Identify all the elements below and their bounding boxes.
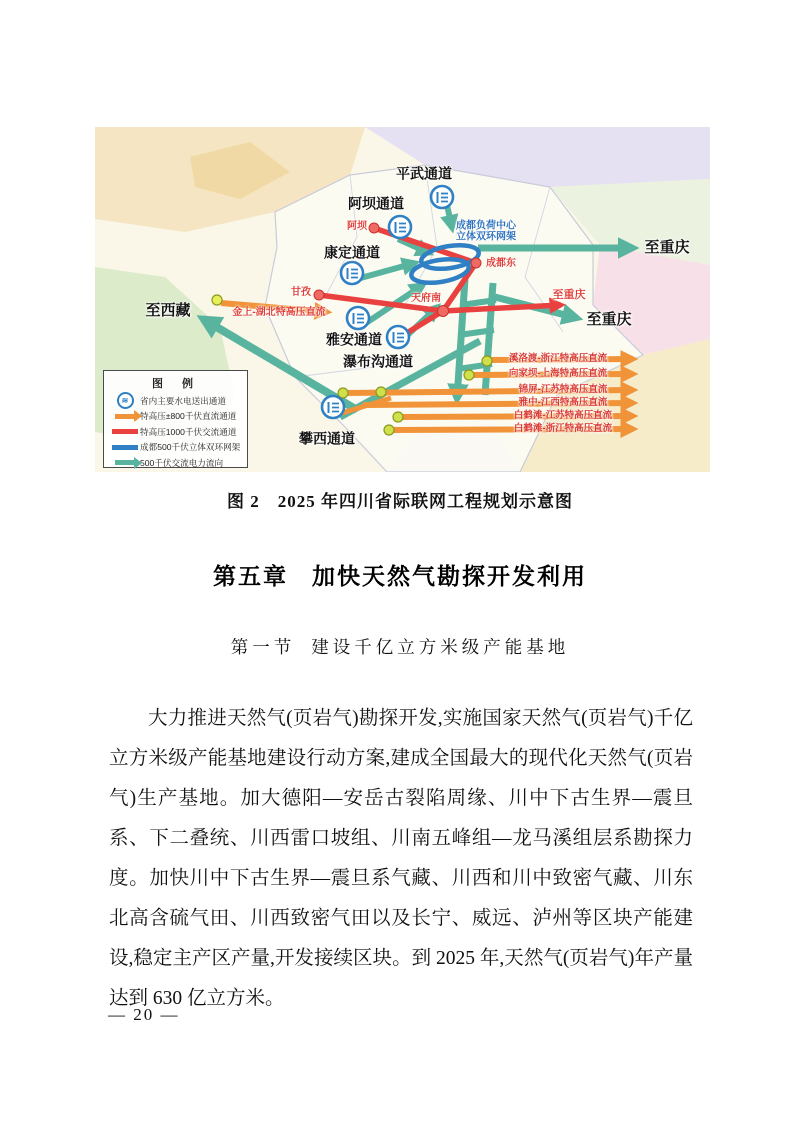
- map-label-to-chongqing-right: 至重庆: [586, 311, 632, 329]
- map-label-hvdc-xiluodu: 溪洛渡-浙江特高压直流: [508, 353, 608, 365]
- chapter-title: 加快天然气勘探开发利用: [312, 563, 587, 589]
- figure-caption: 图 2 2025 年四川省际联网工程规划示意图: [227, 492, 573, 511]
- legend-label: 省内主要水电送出通道: [140, 395, 226, 406]
- map-label-to-chongqing-red: 至重庆: [552, 289, 586, 302]
- map-label-kangding-channel: 康定通道: [324, 244, 380, 261]
- map-label-hvdc-xiangjiaba: 向家坝-上海特高压直流: [508, 368, 608, 380]
- legend-title: 图 例: [151, 378, 202, 390]
- map-label-yaan-channel: 雅安通道: [326, 331, 382, 348]
- chengdu-500kv-bar-icon: [110, 445, 140, 450]
- map-label-panxi-channel: 攀西通道: [299, 430, 355, 447]
- map-legend: [103, 370, 248, 468]
- legend-row-hydro: [110, 393, 243, 409]
- map-label-hvdc-baihetan-zj: 白鹤滩-浙江特高压直流: [513, 423, 613, 435]
- dc-800kv-arrow-icon: [110, 414, 140, 419]
- chapter-number: 第五章: [213, 563, 288, 589]
- map-label-ganzi-station: 甘孜: [291, 286, 311, 298]
- legend-label: 成都500千伏立体双环网架: [140, 442, 241, 453]
- legend-row-dc800: [110, 409, 243, 425]
- map-label-to-chongqing-top: 至重庆: [644, 239, 690, 257]
- map-label-chengdu-load-center: [456, 222, 516, 243]
- body-text: [109, 699, 693, 1019]
- map-label-aba-channel: 阿坝通道: [348, 195, 404, 212]
- ac-1000kv-bar-icon: [110, 429, 140, 434]
- map-label-jinshang-hubei-dc: 金上-湖北特高压直流: [232, 306, 326, 318]
- sichuan-grid-map-figure: [95, 127, 710, 472]
- legend-row-ring500: [110, 440, 243, 456]
- map-label-aba-station: 阿坝: [347, 220, 367, 232]
- map-label-to-xizang: 至西藏: [145, 302, 191, 320]
- map-label-chengdudong-station: 成都东: [486, 257, 516, 269]
- hydro-channel-icon: ≋: [110, 392, 140, 409]
- legend-label: 特高压±800千伏直流通道: [140, 411, 237, 422]
- page-number: — 20 —: [108, 1005, 180, 1024]
- legend-row-ac1000: [110, 424, 243, 440]
- map-label-pingwu-channel: 平武通道: [396, 165, 452, 182]
- chapter-heading: [0, 558, 800, 591]
- section-heading: [0, 634, 800, 659]
- map-label-tianfunan-station: 天府南: [411, 292, 441, 304]
- map-label-hvdc-baihetan-js: 白鹤滩-江苏特高压直流: [513, 410, 613, 422]
- chengdu-load-center-line2: 立体双环网架: [456, 231, 516, 242]
- legend-label: 特高压1000千伏交流通道: [140, 426, 237, 437]
- legend-label: 500千伏交流电力流向: [140, 457, 224, 468]
- section-number: 第一节: [230, 637, 296, 657]
- body-paragraph: 大力推进天然气(页岩气)勘探开发,实施国家天然气(页岩气)千亿立方米级产能基地建设行动方案,建成全国最大的现代化天然气(页岩气)生产基地。加大德阳—安岳古裂陷周缘、川中下古生界—震旦系、下二叠统、川西雷口坡组、川南五峰组—龙马溪组层系勘探力度。加快川中下古生界—震旦系气藏、川西和川中致密气藏、川东北高含硫气田、川西致密气田以及长宁、威远、泸州等区块产能建设,稳定主产区产量,开发接续区块。到 2025 年,天然气(页岩气)年产量达到 630 亿立方米。: [109, 708, 693, 1009]
- map-label-hvdc-yazhong: 雅中-江西特高压直流: [518, 397, 608, 409]
- ac-500kv-flow-arrow-icon: [110, 460, 140, 465]
- chengdu-load-center-line1: 成都负荷中心: [456, 220, 516, 232]
- legend-row-flow500: [110, 455, 243, 471]
- map-label-hvdc-jinping: 锦屏-江苏特高压直流: [518, 384, 608, 396]
- section-title: 建设千亿立方米级产能基地: [311, 637, 570, 657]
- map-label-pubugou-channel: 瀑布沟通道: [343, 353, 413, 370]
